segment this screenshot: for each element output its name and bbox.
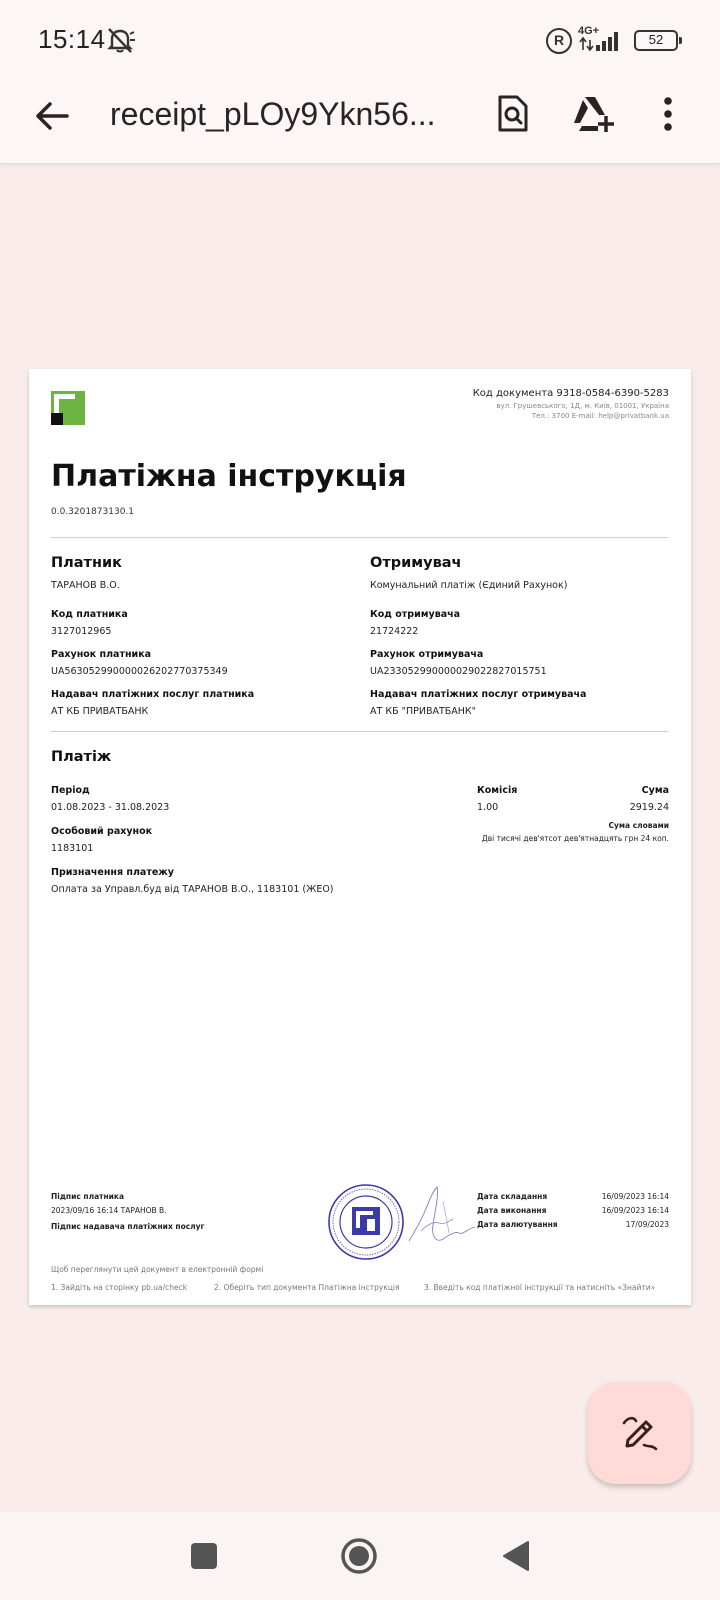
purpose-label: Призначення платежу: [51, 867, 174, 878]
bank-stamp-icon: [327, 1183, 405, 1261]
payer-sign-label: Підпис платника: [51, 1192, 125, 1201]
footer-hint: Щоб переглянути цей документ в електронній формі: [51, 1265, 264, 1274]
home-button[interactable]: [335, 1532, 383, 1580]
divider: [51, 731, 668, 732]
personal-account-label: Особовий рахунок: [51, 826, 153, 837]
recipient-code: 21724222: [370, 626, 419, 637]
payer-account-label: Рахунок платника: [51, 649, 152, 660]
navigation-bar: [0, 1512, 720, 1600]
sum-words-label: Сума словами: [608, 821, 669, 830]
purpose-value: Оплата за Управл.буд від ТАРАНОВ В.О., 1183101 (ЖЕО): [51, 884, 334, 895]
file-title: receipt_pLOy9Ykn56...: [110, 96, 436, 132]
payer-code-label: Код платника: [51, 609, 128, 620]
recipient-name: Комунальний платіж (Єдиний Рахунок): [370, 580, 568, 591]
document-code: Код документа 9318-0584-6390-5283: [472, 388, 669, 399]
recipient-code-label: Код отримувача: [370, 609, 461, 620]
recipient-provider: АТ КБ "ПРИВАТБАНК": [370, 706, 477, 717]
document-title: Платіжна інструкція: [51, 459, 407, 494]
date-created-label: Дата складання: [477, 1192, 548, 1201]
status-time: 15:14: [38, 24, 106, 54]
payer-account: UA563052990000026202770375349: [51, 666, 228, 677]
recipient-provider-label: Надавач платіжних послуг отримувача: [370, 689, 587, 700]
personal-account-value: 1183101: [51, 843, 94, 854]
registered-icon: R: [546, 28, 572, 54]
edit-draw-icon: [620, 1413, 660, 1453]
document-page[interactable]: [29, 369, 691, 1305]
recipient-heading: Отримувач: [370, 555, 462, 571]
back-triangle-icon: [502, 1540, 530, 1572]
payer-provider-label: Надавач платіжних послуг платника: [51, 689, 255, 700]
recipient-account: UA233052990000029022827015751: [370, 666, 547, 677]
payer-name: ТАРАНОВ В.О.: [51, 580, 120, 591]
status-bar: [0, 0, 720, 80]
footer-step-2: 2. Оберіть тип документа Платіжна інструкція: [214, 1283, 400, 1292]
date-executed-label: Дата виконання: [477, 1206, 547, 1215]
document-number: 0.0.3201873130.1: [51, 507, 135, 517]
search-document-button[interactable]: [487, 88, 539, 140]
more-vert-icon: [663, 96, 673, 132]
payer-code: 3127012965: [51, 626, 112, 637]
app-bar: [0, 80, 720, 164]
back-arrow-icon: [35, 101, 69, 131]
date-value-label: Дата валютування: [477, 1220, 558, 1229]
privatbank-logo: [51, 391, 85, 425]
battery-icon: 52: [634, 30, 678, 51]
footer-step-3: 3. Введіть код платіжної інструкції та натисніть «Знайти»: [424, 1283, 656, 1292]
search-document-icon: [496, 95, 530, 133]
footer-step-1: 1. Зайдіть на сторінку pb.ua/check: [51, 1283, 188, 1292]
bank-address: вул. Грушевського, 1Д, м. Київ, 01001, Україна Тел.: 3700 E-mail: help@privatbank.ua: [496, 402, 669, 420]
more-options-button[interactable]: [642, 88, 694, 140]
date-executed-value: 16/09/2023 16:14: [601, 1206, 669, 1215]
signal-icon: [578, 28, 626, 52]
home-circle-icon: [340, 1537, 378, 1575]
network-type: 4G+: [578, 25, 600, 37]
edit-fab-button[interactable]: [588, 1382, 691, 1484]
divider: [51, 537, 668, 538]
sum-words-value: Дві тисячі дев'ятсот дев'ятнадцять грн 24 коп.: [481, 834, 669, 843]
sum-label: Сума: [641, 785, 669, 796]
payer-provider: АТ КБ ПРИВАТБАНК: [51, 706, 149, 717]
recents-square-icon: [190, 1542, 218, 1570]
commission-label: Комісія: [477, 785, 518, 796]
signature-scribble: [403, 1181, 483, 1253]
sum-value: 2919.24: [629, 802, 669, 813]
date-created-value: 16/09/2023 16:14: [601, 1192, 669, 1201]
period-label: Період: [51, 785, 90, 796]
recipient-account-label: Рахунок отримувача: [370, 649, 484, 660]
drive-add-button[interactable]: [567, 88, 619, 140]
back-button[interactable]: [30, 94, 74, 138]
payment-heading: Платіж: [51, 749, 112, 765]
dnd-off-icon: [106, 26, 136, 54]
period-value: 01.08.2023 - 31.08.2023: [51, 802, 170, 813]
provider-sign-label: Підпис надавача платіжних послуг: [51, 1222, 205, 1231]
nav-back-button[interactable]: [492, 1532, 540, 1580]
payer-heading: Платник: [51, 555, 122, 571]
recents-button[interactable]: [180, 1532, 228, 1580]
drive-add-icon: [571, 95, 615, 133]
payer-sign-value: 2023/09/16 16:14 ТАРАНОВ В.: [51, 1206, 167, 1215]
date-value-value: 17/09/2023: [625, 1220, 669, 1229]
commission-value: 1.00: [477, 802, 499, 813]
